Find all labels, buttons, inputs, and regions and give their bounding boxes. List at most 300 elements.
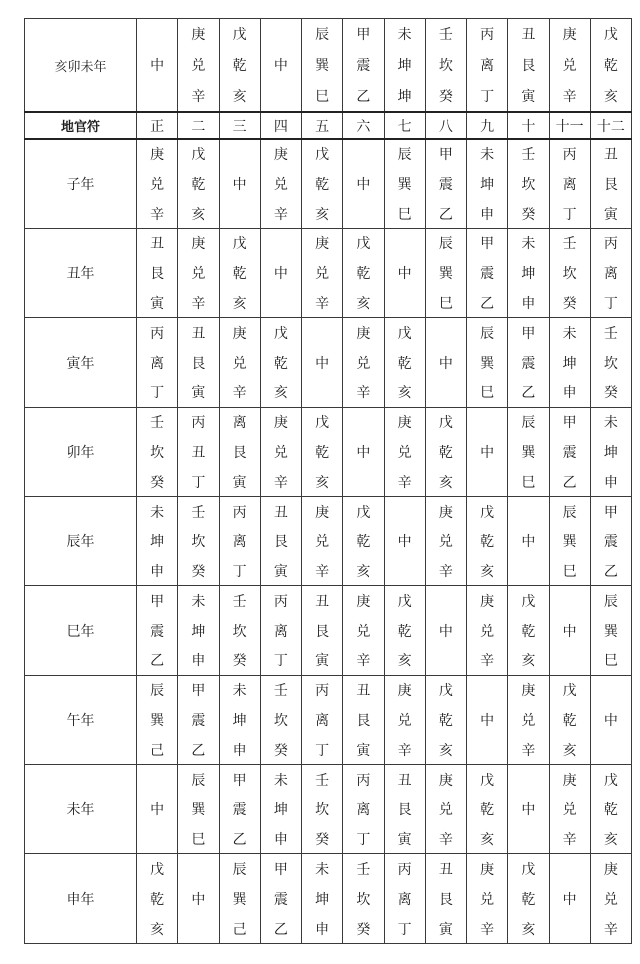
month-header-cell: 三 <box>219 112 260 139</box>
grid-cell: 离 <box>260 616 301 646</box>
grid-cell <box>549 914 590 944</box>
month-header-cell: 九 <box>467 112 508 139</box>
grid-cell: 癸 <box>549 288 590 318</box>
grid-cell: 兑 <box>590 884 631 914</box>
grid-cell: 艮 <box>302 616 343 646</box>
grid-cell: 中 <box>425 616 466 646</box>
grid-cell: 寅 <box>343 735 384 765</box>
grid-cell: 中 <box>384 526 425 556</box>
grid-cell: 甲 <box>178 675 219 705</box>
grid-cell: 乾 <box>137 884 178 914</box>
grid-cell: 离 <box>343 794 384 824</box>
grid-cell: 癸 <box>425 81 466 112</box>
grid-cell: 坎 <box>508 169 549 199</box>
grid-cell: 辰 <box>508 407 549 437</box>
grid-cell <box>590 735 631 765</box>
grid-cell <box>508 556 549 586</box>
grid-cell: 戊 <box>219 229 260 259</box>
grid-cell <box>590 675 631 705</box>
grid-cell: 坤 <box>467 169 508 199</box>
grid-cell <box>343 407 384 437</box>
grid-cell: 中 <box>343 169 384 199</box>
grid-cell: 离 <box>467 50 508 81</box>
grid-cell: 中 <box>219 169 260 199</box>
grid-cell <box>343 199 384 229</box>
grid-cell: 丑 <box>590 139 631 169</box>
grid-cell: 乙 <box>260 914 301 944</box>
grid-cell: 庚 <box>302 229 343 259</box>
grid-cell: 丁 <box>178 467 219 497</box>
grid-cell: 辛 <box>343 646 384 676</box>
grid-cell: 未 <box>590 407 631 437</box>
grid-cell: 寅 <box>384 824 425 854</box>
grid-cell: 丑 <box>508 19 549 50</box>
grid-cell: 庚 <box>425 497 466 527</box>
grid-cell: 丑 <box>384 765 425 795</box>
grid-cell <box>137 81 178 112</box>
table-container <box>24 18 632 944</box>
grid-cell: 壬 <box>343 854 384 884</box>
grid-cell: 坎 <box>590 348 631 378</box>
grid-cell: 未 <box>467 139 508 169</box>
grid-cell: 离 <box>219 407 260 437</box>
grid-cell: 震 <box>508 348 549 378</box>
year-label: 亥卯未年 <box>25 19 137 113</box>
grid-cell: 辛 <box>467 914 508 944</box>
grid-cell: 壬 <box>137 407 178 437</box>
grid-cell: 寅 <box>302 646 343 676</box>
grid-cell: 丑 <box>260 497 301 527</box>
year-label: 午年 <box>25 675 137 764</box>
grid-cell: 甲 <box>508 318 549 348</box>
grid-cell: 乾 <box>302 169 343 199</box>
grid-cell: 寅 <box>260 556 301 586</box>
year-label: 巳年 <box>25 586 137 675</box>
grid-cell: 甲 <box>343 19 384 50</box>
grid-cell: 丙 <box>178 407 219 437</box>
grid-cell: 震 <box>260 884 301 914</box>
grid-cell: 壬 <box>178 497 219 527</box>
grid-cell: 乙 <box>219 824 260 854</box>
grid-cell: 震 <box>178 705 219 735</box>
grid-cell: 坤 <box>590 437 631 467</box>
grid-cell: 坎 <box>137 437 178 467</box>
grid-cell: 亥 <box>467 824 508 854</box>
grid-cell: 未 <box>219 675 260 705</box>
grid-cell: 辛 <box>302 288 343 318</box>
grid-cell: 庚 <box>178 19 219 50</box>
grid-cell: 艮 <box>425 884 466 914</box>
grid-cell: 寅 <box>508 81 549 112</box>
grid-cell: 戊 <box>178 139 219 169</box>
grid-cell: 中 <box>549 884 590 914</box>
grid-cell <box>425 377 466 407</box>
grid-cell: 丑 <box>178 318 219 348</box>
grid-cell: 亥 <box>302 199 343 229</box>
grid-cell: 丙 <box>219 497 260 527</box>
grid-cell: 辛 <box>178 81 219 112</box>
grid-cell: 辛 <box>425 824 466 854</box>
grid-cell: 乾 <box>384 616 425 646</box>
grid-cell: 寅 <box>137 288 178 318</box>
grid-cell: 戊 <box>425 675 466 705</box>
grid-cell: 乙 <box>137 646 178 676</box>
grid-cell: 乾 <box>260 348 301 378</box>
month-header-cell: 二 <box>178 112 219 139</box>
grid-cell <box>137 824 178 854</box>
table-row <box>25 407 632 437</box>
grid-cell: 中 <box>467 437 508 467</box>
grid-cell: 辛 <box>425 556 466 586</box>
grid-cell: 癸 <box>590 377 631 407</box>
grid-cell: 中 <box>425 348 466 378</box>
grid-cell: 坤 <box>260 794 301 824</box>
grid-cell: 震 <box>219 794 260 824</box>
table-row <box>25 19 632 50</box>
grid-cell: 中 <box>260 50 301 81</box>
grid-cell: 艮 <box>384 794 425 824</box>
grid-cell: 兑 <box>343 616 384 646</box>
grid-cell: 戊 <box>384 318 425 348</box>
grid-cell: 兑 <box>343 348 384 378</box>
grid-cell: 庚 <box>260 407 301 437</box>
grid-cell: 坎 <box>549 258 590 288</box>
month-header-cell: 七 <box>384 112 425 139</box>
grid-cell: 艮 <box>260 526 301 556</box>
grid-cell: 艮 <box>343 705 384 735</box>
grid-cell: 乾 <box>590 50 631 81</box>
grid-cell: 兑 <box>219 348 260 378</box>
grid-cell: 艮 <box>137 258 178 288</box>
grid-cell: 丙 <box>384 854 425 884</box>
grid-cell: 未 <box>508 229 549 259</box>
grid-cell: 巽 <box>219 884 260 914</box>
grid-cell: 寅 <box>425 914 466 944</box>
grid-cell <box>549 586 590 616</box>
grid-cell: 兑 <box>384 437 425 467</box>
grid-cell: 癸 <box>219 646 260 676</box>
grid-cell: 丁 <box>384 914 425 944</box>
table-row <box>25 854 632 884</box>
grid-cell: 乾 <box>467 794 508 824</box>
grid-cell: 戊 <box>302 407 343 437</box>
grid-cell: 离 <box>590 258 631 288</box>
grid-cell: 戊 <box>549 675 590 705</box>
grid-cell: 亥 <box>384 377 425 407</box>
grid-cell: 庚 <box>508 675 549 705</box>
grid-cell: 巽 <box>590 616 631 646</box>
grid-cell: 兑 <box>260 169 301 199</box>
grid-cell: 申 <box>260 824 301 854</box>
grid-cell: 艮 <box>508 50 549 81</box>
month-header-cell: 十一 <box>549 112 590 139</box>
grid-cell: 兑 <box>549 50 590 81</box>
grid-cell <box>384 229 425 259</box>
grid-cell: 亥 <box>508 646 549 676</box>
grid-cell <box>260 229 301 259</box>
grid-cell <box>260 288 301 318</box>
grid-cell: 震 <box>343 50 384 81</box>
grid-cell <box>137 765 178 795</box>
grid-cell: 庚 <box>384 675 425 705</box>
grid-cell: 戊 <box>343 497 384 527</box>
month-header-cell: 十 <box>508 112 549 139</box>
grid-cell: 坤 <box>384 81 425 112</box>
grid-cell: 戊 <box>467 765 508 795</box>
grid-cell: 辛 <box>590 914 631 944</box>
grid-cell: 辰 <box>384 139 425 169</box>
grid-cell: 亥 <box>343 556 384 586</box>
grid-cell: 丙 <box>260 586 301 616</box>
grid-cell: 申 <box>467 199 508 229</box>
grid-cell: 辰 <box>219 854 260 884</box>
grid-cell: 巳 <box>302 81 343 112</box>
grid-cell: 丙 <box>302 675 343 705</box>
grid-cell: 坤 <box>219 705 260 735</box>
grid-cell: 巽 <box>384 169 425 199</box>
grid-cell: 兑 <box>302 526 343 556</box>
grid-cell: 丑 <box>302 586 343 616</box>
grid-cell: 辛 <box>343 377 384 407</box>
grid-cell: 癸 <box>302 824 343 854</box>
di-guan-fu-table <box>24 18 632 944</box>
grid-cell <box>178 914 219 944</box>
grid-cell: 庚 <box>467 854 508 884</box>
grid-cell: 巳 <box>549 556 590 586</box>
month-header-cell: 正 <box>137 112 178 139</box>
month-header-cell: 八 <box>425 112 466 139</box>
grid-cell: 戊 <box>384 586 425 616</box>
header-row <box>25 112 632 139</box>
grid-cell: 寅 <box>219 467 260 497</box>
grid-cell: 辰 <box>590 586 631 616</box>
grid-cell: 未 <box>384 19 425 50</box>
grid-cell: 壬 <box>425 19 466 50</box>
grid-cell: 兑 <box>467 884 508 914</box>
grid-cell: 乾 <box>467 526 508 556</box>
grid-cell: 乙 <box>549 467 590 497</box>
grid-cell: 丙 <box>590 229 631 259</box>
grid-cell: 壬 <box>260 675 301 705</box>
grid-cell: 亥 <box>425 467 466 497</box>
grid-cell: 戊 <box>590 19 631 50</box>
grid-cell: 辰 <box>178 765 219 795</box>
grid-cell: 亥 <box>178 199 219 229</box>
grid-cell <box>467 467 508 497</box>
grid-cell: 亥 <box>425 735 466 765</box>
grid-cell: 坤 <box>384 50 425 81</box>
grid-cell: 中 <box>178 884 219 914</box>
grid-cell <box>384 556 425 586</box>
grid-cell: 离 <box>219 526 260 556</box>
grid-cell: 兑 <box>549 794 590 824</box>
grid-cell: 艮 <box>178 348 219 378</box>
grid-cell <box>384 497 425 527</box>
grid-cell: 申 <box>137 556 178 586</box>
grid-cell <box>508 765 549 795</box>
grid-cell: 未 <box>137 497 178 527</box>
grid-cell: 乙 <box>343 81 384 112</box>
grid-cell <box>508 497 549 527</box>
grid-cell: 巽 <box>425 258 466 288</box>
year-label: 未年 <box>25 765 137 854</box>
grid-cell: 中 <box>302 348 343 378</box>
grid-cell: 乾 <box>343 526 384 556</box>
grid-cell: 坎 <box>260 705 301 735</box>
grid-cell: 离 <box>302 705 343 735</box>
grid-cell: 辰 <box>467 318 508 348</box>
grid-cell: 巽 <box>467 348 508 378</box>
grid-cell: 巳 <box>425 288 466 318</box>
grid-cell: 亥 <box>137 914 178 944</box>
grid-cell: 丁 <box>549 199 590 229</box>
grid-cell: 中 <box>260 258 301 288</box>
grid-cell: 离 <box>549 169 590 199</box>
grid-cell: 坎 <box>219 616 260 646</box>
grid-cell: 己 <box>137 735 178 765</box>
grid-cell: 辛 <box>302 556 343 586</box>
grid-cell: 乙 <box>425 199 466 229</box>
grid-cell: 壬 <box>549 229 590 259</box>
grid-cell: 中 <box>508 526 549 556</box>
grid-cell: 丁 <box>219 556 260 586</box>
grid-cell: 戊 <box>590 765 631 795</box>
grid-cell: 中 <box>343 437 384 467</box>
grid-cell <box>137 19 178 50</box>
grid-cell: 兑 <box>137 169 178 199</box>
table-row <box>25 229 632 259</box>
grid-cell: 戊 <box>425 407 466 437</box>
grid-cell: 巽 <box>178 794 219 824</box>
grid-cell: 庚 <box>343 318 384 348</box>
grid-cell: 亥 <box>590 824 631 854</box>
grid-cell: 巳 <box>178 824 219 854</box>
grid-cell: 巳 <box>590 646 631 676</box>
grid-cell: 戊 <box>260 318 301 348</box>
grid-cell: 癸 <box>343 914 384 944</box>
grid-cell: 兑 <box>178 50 219 81</box>
grid-cell: 坤 <box>137 526 178 556</box>
grid-cell: 戊 <box>137 854 178 884</box>
grid-cell: 甲 <box>260 854 301 884</box>
grid-cell: 申 <box>549 377 590 407</box>
grid-cell: 壬 <box>219 586 260 616</box>
grid-cell <box>178 854 219 884</box>
table-row <box>25 765 632 795</box>
grid-cell <box>302 377 343 407</box>
grid-cell: 未 <box>549 318 590 348</box>
grid-cell: 丁 <box>343 824 384 854</box>
grid-cell: 丙 <box>467 19 508 50</box>
grid-cell <box>343 139 384 169</box>
grid-cell <box>343 467 384 497</box>
grid-cell: 震 <box>549 437 590 467</box>
grid-cell: 庚 <box>467 586 508 616</box>
grid-cell: 乾 <box>302 437 343 467</box>
grid-cell: 兑 <box>384 705 425 735</box>
grid-cell: 丁 <box>590 288 631 318</box>
grid-cell: 兑 <box>425 794 466 824</box>
grid-cell: 壬 <box>508 139 549 169</box>
grid-cell: 巳 <box>384 199 425 229</box>
grid-cell: 壬 <box>302 765 343 795</box>
grid-cell: 甲 <box>549 407 590 437</box>
grid-cell: 戊 <box>343 229 384 259</box>
grid-cell: 癸 <box>178 556 219 586</box>
grid-cell: 庚 <box>425 765 466 795</box>
grid-cell: 亥 <box>384 646 425 676</box>
grid-cell: 辛 <box>137 199 178 229</box>
grid-cell: 乙 <box>508 377 549 407</box>
grid-cell: 辛 <box>508 735 549 765</box>
grid-cell: 震 <box>467 258 508 288</box>
grid-cell: 丙 <box>343 765 384 795</box>
grid-cell: 辛 <box>549 824 590 854</box>
grid-cell: 丁 <box>467 81 508 112</box>
grid-cell: 乾 <box>508 616 549 646</box>
grid-cell: 巽 <box>137 705 178 735</box>
grid-cell: 辛 <box>178 288 219 318</box>
grid-cell: 乾 <box>508 884 549 914</box>
grid-cell: 中 <box>590 705 631 735</box>
grid-cell: 离 <box>384 884 425 914</box>
grid-cell <box>219 139 260 169</box>
grid-cell <box>384 288 425 318</box>
grid-cell: 艮 <box>590 169 631 199</box>
grid-cell: 亥 <box>467 556 508 586</box>
grid-cell: 坤 <box>508 258 549 288</box>
grid-cell: 己 <box>219 914 260 944</box>
grid-cell: 亥 <box>219 288 260 318</box>
grid-cell: 辛 <box>384 735 425 765</box>
grid-cell: 甲 <box>219 765 260 795</box>
grid-cell: 未 <box>260 765 301 795</box>
grid-cell <box>467 675 508 705</box>
grid-cell <box>467 735 508 765</box>
grid-cell: 离 <box>137 348 178 378</box>
grid-cell: 亥 <box>590 81 631 112</box>
grid-cell: 中 <box>508 794 549 824</box>
grid-cell: 坎 <box>425 50 466 81</box>
grid-cell: 乙 <box>590 556 631 586</box>
grid-cell: 兑 <box>425 526 466 556</box>
grid-cell: 兑 <box>260 437 301 467</box>
grid-cell: 庚 <box>302 497 343 527</box>
grid-cell <box>467 407 508 437</box>
grid-cell: 丁 <box>302 735 343 765</box>
grid-cell <box>549 854 590 884</box>
grid-cell: 辛 <box>549 81 590 112</box>
grid-cell: 丁 <box>260 646 301 676</box>
grid-cell: 亥 <box>260 377 301 407</box>
grid-cell: 乾 <box>178 169 219 199</box>
grid-cell: 丑 <box>178 437 219 467</box>
grid-cell: 乾 <box>425 437 466 467</box>
year-label: 寅年 <box>25 318 137 407</box>
grid-cell: 辰 <box>137 675 178 705</box>
grid-cell: 坤 <box>549 348 590 378</box>
grid-cell: 甲 <box>590 497 631 527</box>
grid-cell: 癸 <box>508 199 549 229</box>
grid-cell: 震 <box>425 169 466 199</box>
grid-cell: 戊 <box>508 586 549 616</box>
grid-cell: 辛 <box>384 467 425 497</box>
grid-cell: 巽 <box>508 437 549 467</box>
grid-cell: 辛 <box>260 467 301 497</box>
grid-cell: 庚 <box>343 586 384 616</box>
grid-cell: 兑 <box>508 705 549 735</box>
grid-cell: 辰 <box>549 497 590 527</box>
